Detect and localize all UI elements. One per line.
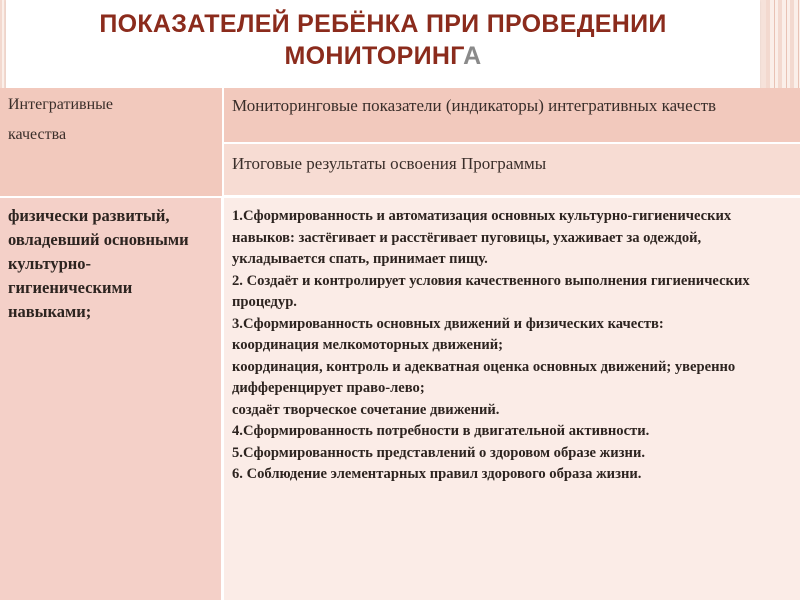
- decorative-stripes-right: [766, 0, 800, 90]
- slide-title-line2-main: МОНИТОРИНГ: [284, 42, 464, 70]
- results-cell: [224, 198, 800, 600]
- monitoring-table: [0, 88, 800, 600]
- header-final-results: Итоговые результаты освоения Программы: [224, 144, 800, 198]
- result-item: координация, контроль и адекватная оценка основных движений; уверенно дифференцирует право-лево;: [232, 358, 736, 396]
- slide-title-line2: [6, 40, 760, 72]
- slide-title: [6, 0, 760, 72]
- result-item: создаёт творческое сочетание движений.: [232, 401, 500, 418]
- result-item: координация мелкомоторных движений;: [232, 337, 504, 353]
- result-item: 4.Сформированность потребности в двигательной активности.: [232, 423, 650, 439]
- header-integrative-qualities: Интегративные качества: [0, 88, 224, 198]
- result-item: 5.Сформированность представлений о здоровом образе жизни.: [232, 444, 645, 461]
- title-panel: [6, 0, 760, 88]
- result-item: 3.Сформированность основных движений и физических качеств:: [232, 315, 664, 332]
- quality-cell: физически развитый, овладевший основными культурно-гигиеническими навыками;: [0, 198, 224, 600]
- slide-title-line1: ПОКАЗАТЕЛЕЙ РЕБЁНКА ПРИ ПРОВЕДЕНИИ: [99, 10, 667, 38]
- header-monitoring-indicators: Мониторинговые показатели (индикаторы) интегративных качеств: [224, 88, 800, 144]
- result-item: 2. Создаёт и контролирует условия качественного выполнения гигиенических процедур.: [232, 272, 750, 310]
- result-item: 1.Сформированность и автоматизация основных культурно-гигиенических навыков: застёгивает и расстёгивает пуговицы, ухаживает за одеждой, укладывается спать, принимает пищу.: [232, 208, 732, 267]
- slide-title-line2-tail: А: [463, 42, 482, 70]
- result-item: 6. Соблюдение элементарных правил здорового образа жизни.: [232, 466, 642, 482]
